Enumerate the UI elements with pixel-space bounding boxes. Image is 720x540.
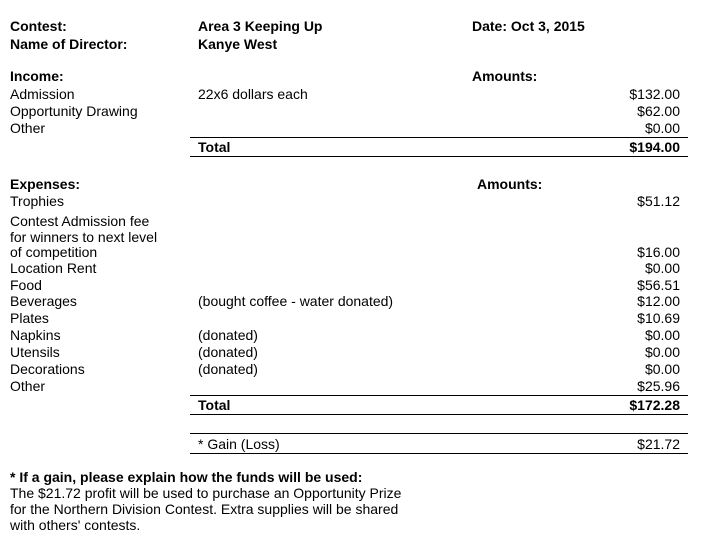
expense-trophies-amount: $51.12 [637,193,680,209]
income-drawing-amount: $62.00 [637,103,680,119]
expense-beverages-label: Beverages [10,293,77,309]
expense-utensils-amount: $0.00 [644,344,680,360]
contest-date: Date: Oct 3, 2015 [472,18,585,34]
expense-other-amount: $25.96 [637,378,680,394]
expense-food-label: Food [10,277,42,293]
income-admission-amount: $132.00 [629,86,680,102]
income-other-label: Other [10,120,46,136]
income-admission-note: 22x6 dollars each [198,86,308,102]
income-drawing-label: Opportunity Drawing [10,103,138,119]
expense-decorations-label: Decorations [10,361,85,377]
expense-location-amount: $0.00 [644,260,680,276]
expense-decorations-note: (donated) [198,361,258,377]
expense-napkins-note: (donated) [198,327,258,343]
expense-contest-fee-line3: of competition [10,244,98,260]
expenses-total-label: Total [198,397,231,413]
income-other-amount: $0.00 [644,120,680,136]
expenses-total-rule [190,395,688,396]
expense-location-label: Location Rent [10,260,97,276]
expense-beverages-amount: $12.00 [637,293,680,309]
income-heading: Income: [10,68,64,84]
expense-contest-fee-line2: for winners to next level [10,229,158,245]
director-label: Name of Director: [10,36,128,52]
income-admission-label: Admission [10,86,75,102]
expense-food-amount: $56.51 [637,277,680,293]
expense-utensils-note: (donated) [198,344,258,360]
expenses-amounts-heading: Amounts: [477,176,543,192]
income-amounts-heading: Amounts: [472,68,538,84]
contest-label: Contest: [10,18,67,34]
expense-plates-label: Plates [10,310,49,326]
income-total-amount: $194.00 [629,139,680,155]
expense-napkins-label: Napkins [10,327,61,343]
expense-napkins-amount: $0.00 [644,327,680,343]
expense-decorations-amount: $0.00 [644,361,680,377]
contest-name: Area 3 Keeping Up [198,18,323,34]
expense-contest-fee-line1: Contest Admission fee [10,213,150,229]
expense-other-label: Other [10,378,46,394]
footnote-line-1: The $21.72 profit will be used to purchase an Opportunity Prize [10,485,402,501]
director-name: Kanye West [198,36,278,52]
expenses-total-amount: $172.28 [629,397,680,413]
footnote-line-3: with others' contests. [10,517,141,533]
gain-bottom-rule [190,453,688,454]
expense-utensils-label: Utensils [10,344,60,360]
expenses-heading: Expenses: [10,176,81,192]
expense-trophies-label: Trophies [10,193,64,209]
footnote-line-2: for the Northern Division Contest. Extra supplies will be shared [10,501,399,517]
gain-label: * Gain (Loss) [198,436,280,452]
expense-beverages-note: (bought coffee - water donated) [198,293,394,309]
expense-plates-amount: $10.69 [637,310,680,326]
gain-top-rule [190,433,688,434]
footnote-heading: * If a gain, please explain how the funds will be used: [10,469,363,485]
expense-contest-fee-amount: $16.00 [637,244,680,260]
expenses-total-underline [190,414,688,415]
income-total-rule [190,137,688,138]
income-total-underline [190,156,688,157]
gain-amount: $21.72 [637,436,680,452]
income-total-label: Total [198,139,231,155]
